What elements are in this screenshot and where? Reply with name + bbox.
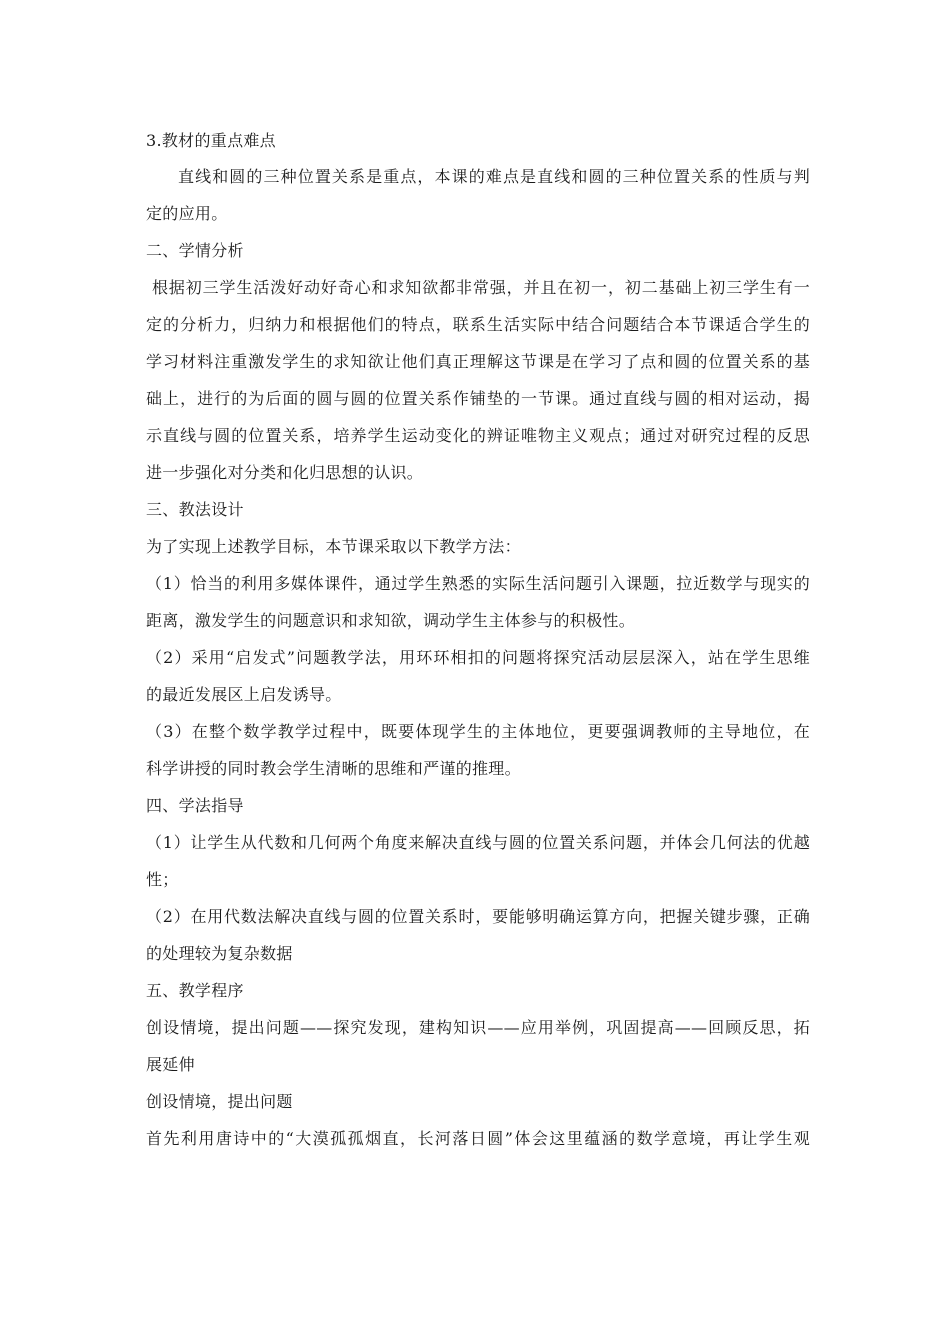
section-heading: 二、学情分析 [146,241,244,260]
paragraph-line: 为了实现上述教学目标，本节课采取以下教学方法： [146,537,521,556]
paragraph-line: 直线和圆的三种位置关系是重点，本课的难点是直线和圆的三种位置关系的性质与判 [178,167,810,186]
paragraph-line: （1）恰当的利用多媒体课件，通过学生熟悉的实际生活问题引入课题，拉近数学与现实的 [146,574,810,593]
paragraph-line: 进一步强化对分类和化归思想的认识。 [146,463,424,482]
paragraph-line: 创设情境，提出问题——探究发现，建构知识——应用举例，巩固提高——回顾反思，拓 [146,1018,810,1037]
section-heading: 五、教学程序 [146,981,244,1000]
paragraph-line: 距离，激发学生的问题意识和求知欲，调动学生主体参与的积极性。 [146,611,636,630]
paragraph-line: 展延伸 [146,1055,195,1074]
paragraph-line: 定的分析力，归纳力和根据他们的特点，联系生活实际中结合问题结合本节课适合学生的 [146,315,810,334]
paragraph-line: 础上，进行的为后面的圆与圆的位置关系作铺垫的一节课。通过直线与圆的相对运动，揭 [146,389,810,408]
paragraph-line: 的处理较为复杂数据 [146,944,293,963]
paragraph-line: 的最近发展区上启发诱导。 [146,685,342,704]
paragraph-line: （2）在用代数法解决直线与圆的位置关系时，要能够明确运算方向，把握关键步骤，正确 [146,907,810,926]
paragraph-line: 根据初三学生活泼好动好奇心和求知欲都非常强，并且在初一，初二基础上初三学生有一 [152,278,810,297]
paragraph-line: （1）让学生从代数和几何两个角度来解决直线与圆的位置关系问题，并体会几何法的优越 [146,833,810,852]
paragraph-line: 首先利用唐诗中的“大漠孤孤烟直，长河落日圆”体会这里蕴涵的数学意境，再让学生观 [146,1129,810,1148]
paragraph-line: 定的应用。 [146,204,228,223]
subsection-heading: 创设情境，提出问题 [146,1092,293,1111]
paragraph-line: 性； [146,870,179,889]
paragraph-line: 学习材料注重激发学生的求知欲让他们真正理解这节课是在学习了点和圆的位置关系的基 [146,352,810,371]
section-heading: 三、教法设计 [146,500,244,519]
paragraph-line: 科学讲授的同时教会学生清晰的思维和严谨的推理。 [146,759,521,778]
section-heading: 3.教材的重点难点 [146,131,276,150]
section-heading: 四、学法指导 [146,796,244,815]
paragraph-line: （2）采用“启发式”问题教学法，用环环相扣的问题将探究活动层层深入，站在学生思维 [146,648,810,667]
paragraph-line: （3）在整个数学教学过程中，既要体现学生的主体地位，更要强调教师的主导地位，在 [146,722,810,741]
paragraph-line: 示直线与圆的位置关系，培养学生运动变化的辨证唯物主义观点；通过对研究过程的反思 [146,426,810,445]
